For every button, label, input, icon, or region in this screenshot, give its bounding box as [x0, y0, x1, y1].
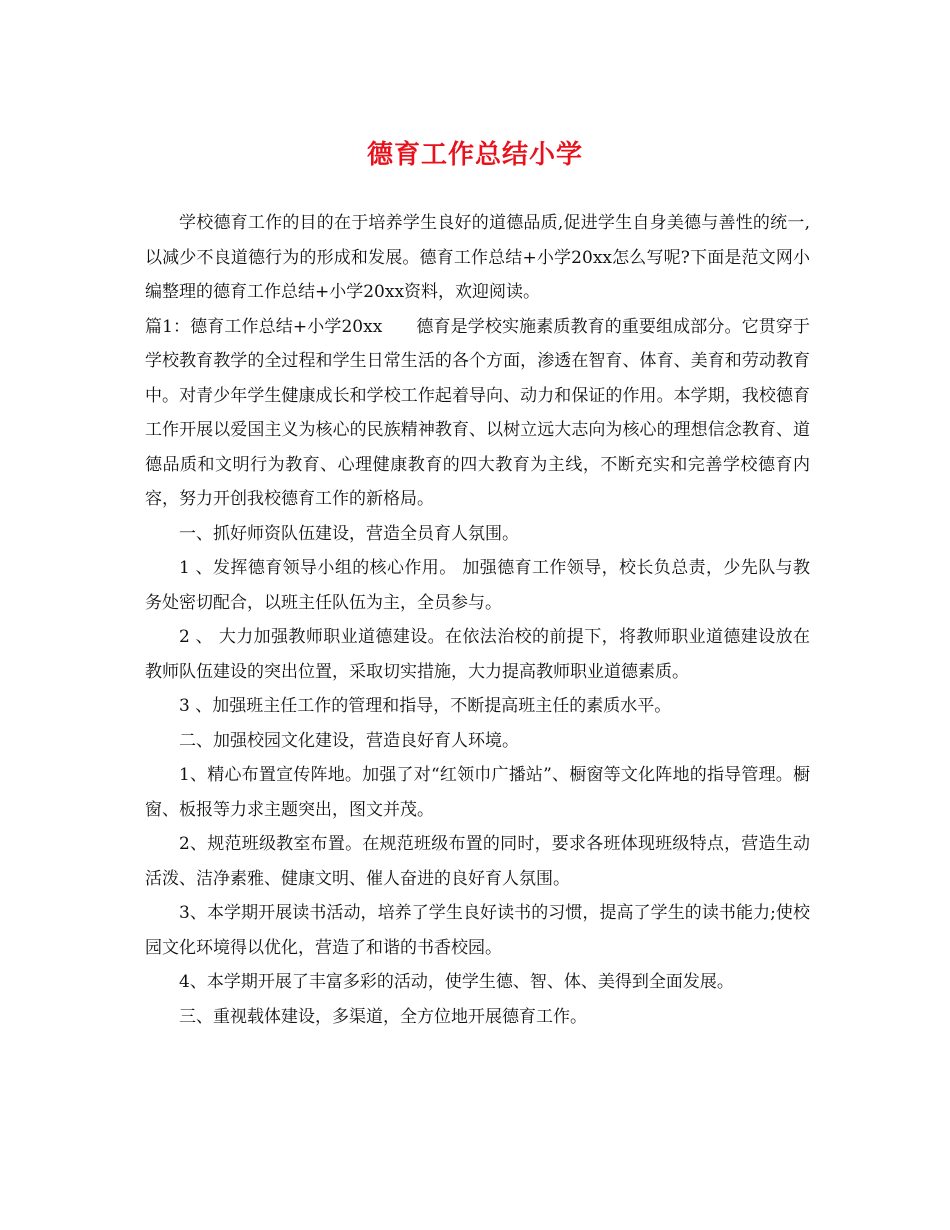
body-paragraph: 3 、加强班主任工作的管理和指导，不断提高班主任的素质水平。 — [179, 696, 672, 716]
intro-paragraph: 学校德育工作的目的在于培养学生良好的道德品质,促进学生自身美德与善性的统一,以减少不良道德行为的形成和发展。德育工作总结+小学20xx怎么写呢?下面是范文网小编整理的德育工作总结+小学20xx资料，欢迎阅读。 — [145, 213, 810, 302]
body-paragraph: 2、规范班级教室布置。在规范班级布置的同时，要求各班体现班级特点，营造生动活泼、洁净素雅、健康文明、催人奋进的良好育人氛围。 — [145, 834, 810, 889]
chapter-label: 篇1：德育工作总结+小学20xx — [145, 316, 383, 337]
section-heading-2: 二、加强校园文化建设，营造良好育人环境。 — [179, 730, 519, 751]
chapter-body: 德育是学校实施素质教育的重要组成部分。它贯穿于学校教育教学的全过程和学生日常生活的各个方面，渗透在智育、体育、美育和劳动教育中。对青少年学生健康成长和学校工作起着导向、动力和保证的作用。本学期，我校德育工作开展以爱国主义为核心的民族精神教育、以树立远大志向为核心的理想信念教育、道德品质和文明行为教育、心理健康教育的四大教育为主线，不断充实和完善学校德育内容，努力开创我校德育工作的新格局。 — [145, 316, 810, 509]
body-paragraph: 1 、发挥德育领导小组的核心作用。 加强德育工作领导，校长负总责，少先队与教务处密切配合，以班主任队伍为主，全员参与。 — [145, 558, 810, 613]
section-heading-1: 一、抓好师资队伍建设，营造全员育人氛围。 — [179, 523, 519, 544]
body-paragraph: 3、本学期开展读书活动，培养了学生良好读书的习惯，提高了学生的读书能力;使校园文化环境得以优化，营造了和谐的书香校园。 — [145, 903, 810, 958]
body-paragraph: 4、本学期开展了丰富多彩的活动，使学生德、智、体、美得到全面发展。 — [179, 972, 734, 992]
document-title: 德育工作总结小学 — [366, 140, 583, 170]
chapter-paragraph — [145, 310, 810, 517]
section-heading-3: 三、重视载体建设，多渠道，全方位地开展德育工作。 — [179, 1006, 587, 1027]
body-paragraph: 2 、 大力加强教师职业道德建设。在依法治校的前提下，将教师职业道德建设放在教师队伍建设的突出位置，采取切实措施，大力提高教师职业道德素质。 — [145, 627, 810, 682]
document-body — [145, 206, 810, 1034]
body-paragraph: 1、精心布置宣传阵地。加强了对“红领巾广播站”、橱窗等文化阵地的指导管理。橱窗、板报等力求主题突出，图文并茂。 — [145, 765, 810, 820]
